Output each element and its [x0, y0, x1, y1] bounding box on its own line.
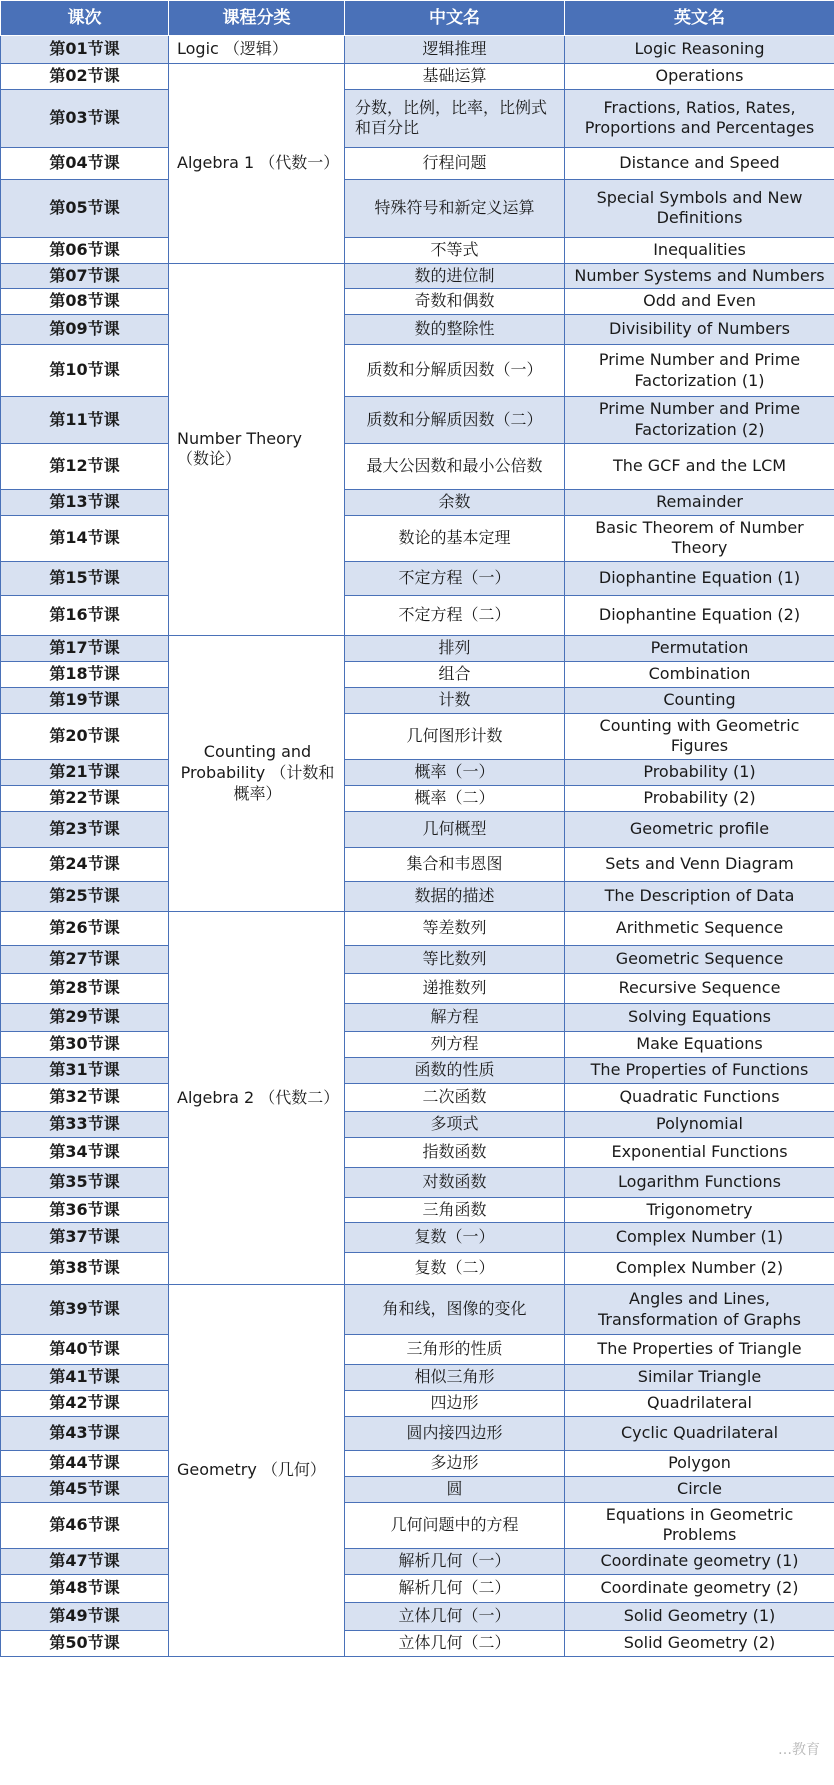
lesson-cell: 第28节课	[1, 973, 169, 1003]
table-row	[1, 945, 834, 973]
english-name-cell: The Description of Data	[565, 881, 834, 911]
lesson-cell: 第50节课	[1, 1631, 169, 1657]
english-name-cell: Quadratic Functions	[565, 1083, 834, 1111]
chinese-name-cell: 等差数列	[345, 911, 565, 945]
chinese-name-cell: 数据的描述	[345, 881, 565, 911]
lesson-cell: 第44节课	[1, 1450, 169, 1476]
table-row	[1, 562, 834, 596]
lesson-cell: 第11节课	[1, 397, 169, 444]
table-row	[1, 147, 834, 179]
lesson-cell: 第36节课	[1, 1197, 169, 1223]
table-row	[1, 1450, 834, 1476]
table-row	[1, 1253, 834, 1285]
header-chinese-name: 中文名	[345, 1, 565, 36]
english-name-cell: Complex Number (1)	[565, 1223, 834, 1253]
chinese-name-cell: 立体几何（一）	[345, 1603, 565, 1631]
chinese-name-cell: 递推数列	[345, 973, 565, 1003]
chinese-name-cell: 组合	[345, 661, 565, 687]
lesson-cell: 第31节课	[1, 1057, 169, 1083]
lesson-cell: 第12节课	[1, 443, 169, 489]
table-row	[1, 661, 834, 687]
chinese-name-cell: 奇数和偶数	[345, 289, 565, 315]
lesson-cell: 第26节课	[1, 911, 169, 945]
table-row	[1, 760, 834, 786]
table-body	[1, 36, 834, 1657]
lesson-cell: 第42节课	[1, 1391, 169, 1417]
chinese-name-cell: 复数（二）	[345, 1253, 565, 1285]
table-row	[1, 1416, 834, 1450]
chinese-name-cell: 不定方程（二）	[345, 596, 565, 636]
english-name-cell: Solid Geometry (2)	[565, 1631, 834, 1657]
english-name-cell: Coordinate geometry (2)	[565, 1575, 834, 1603]
english-name-cell: Prime Number and Prime Factorization (2)	[565, 397, 834, 444]
chinese-name-cell: 数的进位制	[345, 263, 565, 289]
lesson-cell: 第43节课	[1, 1416, 169, 1450]
chinese-name-cell: 质数和分解质因数（一）	[345, 345, 565, 397]
table-row	[1, 1631, 834, 1657]
english-name-cell: Divisibility of Numbers	[565, 315, 834, 345]
lesson-cell: 第35节课	[1, 1167, 169, 1197]
table-row	[1, 911, 834, 945]
table-row	[1, 397, 834, 444]
english-name-cell: Solid Geometry (1)	[565, 1603, 834, 1631]
lesson-cell: 第14节课	[1, 515, 169, 562]
english-name-cell: The GCF and the LCM	[565, 443, 834, 489]
table-row	[1, 1285, 834, 1335]
lesson-cell: 第19节课	[1, 687, 169, 713]
chinese-name-cell: 几何图形计数	[345, 713, 565, 760]
lesson-cell: 第45节课	[1, 1476, 169, 1502]
table-row	[1, 785, 834, 811]
chinese-name-cell: 圆内接四边形	[345, 1416, 565, 1450]
english-name-cell: Coordinate geometry (1)	[565, 1549, 834, 1575]
chinese-name-cell: 分数，比例，比率，比例式和百分比	[345, 89, 565, 147]
lesson-cell: 第05节课	[1, 179, 169, 237]
english-name-cell: Basic Theorem of Number Theory	[565, 515, 834, 562]
table-row	[1, 179, 834, 237]
lesson-cell: 第13节课	[1, 489, 169, 515]
chinese-name-cell: 余数	[345, 489, 565, 515]
lesson-cell: 第46节课	[1, 1502, 169, 1549]
table-row	[1, 489, 834, 515]
english-name-cell: Sets and Venn Diagram	[565, 847, 834, 881]
watermark: …教育	[778, 1742, 820, 1758]
english-name-cell: Diophantine Equation (1)	[565, 562, 834, 596]
header-lesson: 课次	[1, 1, 169, 36]
english-name-cell: Diophantine Equation (2)	[565, 596, 834, 636]
lesson-cell: 第29节课	[1, 1003, 169, 1031]
english-name-cell: Special Symbols and New Definitions	[565, 179, 834, 237]
english-name-cell: Quadrilateral	[565, 1391, 834, 1417]
lesson-cell: 第07节课	[1, 263, 169, 289]
english-name-cell: Equations in Geometric Problems	[565, 1502, 834, 1549]
table-row	[1, 36, 834, 64]
table-row	[1, 289, 834, 315]
table-row	[1, 636, 834, 662]
english-name-cell: Make Equations	[565, 1031, 834, 1057]
english-name-cell: Prime Number and Prime Factorization (1)	[565, 345, 834, 397]
english-name-cell: Cyclic Quadrilateral	[565, 1416, 834, 1450]
chinese-name-cell: 对数函数	[345, 1167, 565, 1197]
english-name-cell: Recursive Sequence	[565, 973, 834, 1003]
table-row	[1, 713, 834, 760]
lesson-cell: 第34节课	[1, 1137, 169, 1167]
lesson-cell: 第38节课	[1, 1253, 169, 1285]
table-row	[1, 1502, 834, 1549]
category-cell: Geometry （几何）	[169, 1285, 345, 1657]
english-name-cell: Exponential Functions	[565, 1137, 834, 1167]
table-row	[1, 1549, 834, 1575]
english-name-cell: Permutation	[565, 636, 834, 662]
chinese-name-cell: 指数函数	[345, 1137, 565, 1167]
category-cell: Number Theory （数论）	[169, 263, 345, 636]
chinese-name-cell: 最大公因数和最小公倍数	[345, 443, 565, 489]
table-row	[1, 64, 834, 90]
table-row	[1, 881, 834, 911]
english-name-cell: Number Systems and Numbers	[565, 263, 834, 289]
chinese-name-cell: 基础运算	[345, 64, 565, 90]
lesson-cell: 第37节课	[1, 1223, 169, 1253]
header-category: 课程分类	[169, 1, 345, 36]
chinese-name-cell: 解析几何（二）	[345, 1575, 565, 1603]
table-row	[1, 345, 834, 397]
english-name-cell: Polynomial	[565, 1111, 834, 1137]
chinese-name-cell: 四边形	[345, 1391, 565, 1417]
table-row	[1, 89, 834, 147]
lesson-cell: 第47节课	[1, 1549, 169, 1575]
chinese-name-cell: 几何问题中的方程	[345, 1502, 565, 1549]
table-row	[1, 1031, 834, 1057]
table-row	[1, 1197, 834, 1223]
english-name-cell: Counting with Geometric Figures	[565, 713, 834, 760]
english-name-cell: Solving Equations	[565, 1003, 834, 1031]
table-row	[1, 1476, 834, 1502]
english-name-cell: The Properties of Triangle	[565, 1335, 834, 1365]
table-row	[1, 847, 834, 881]
english-name-cell: Odd and Even	[565, 289, 834, 315]
chinese-name-cell: 数论的基本定理	[345, 515, 565, 562]
lesson-cell: 第33节课	[1, 1111, 169, 1137]
chinese-name-cell: 相似三角形	[345, 1365, 565, 1391]
table-row	[1, 1003, 834, 1031]
table-row	[1, 1057, 834, 1083]
english-name-cell: Geometric Sequence	[565, 945, 834, 973]
chinese-name-cell: 三角形的性质	[345, 1335, 565, 1365]
table-row	[1, 1137, 834, 1167]
english-name-cell: Complex Number (2)	[565, 1253, 834, 1285]
lesson-cell: 第16节课	[1, 596, 169, 636]
table-row	[1, 1603, 834, 1631]
lesson-cell: 第03节课	[1, 89, 169, 147]
table-row	[1, 1335, 834, 1365]
lesson-cell: 第10节课	[1, 345, 169, 397]
chinese-name-cell: 不等式	[345, 237, 565, 263]
english-name-cell: Counting	[565, 687, 834, 713]
lesson-cell: 第17节课	[1, 636, 169, 662]
chinese-name-cell: 排列	[345, 636, 565, 662]
english-name-cell: Polygon	[565, 1450, 834, 1476]
english-name-cell: Fractions, Ratios, Rates, Proportions and Percentages	[565, 89, 834, 147]
table-row	[1, 1167, 834, 1197]
chinese-name-cell: 函数的性质	[345, 1057, 565, 1083]
english-name-cell: Remainder	[565, 489, 834, 515]
table-row	[1, 1111, 834, 1137]
table-row	[1, 1365, 834, 1391]
chinese-name-cell: 二次函数	[345, 1083, 565, 1111]
chinese-name-cell: 解析几何（一）	[345, 1549, 565, 1575]
table-row	[1, 596, 834, 636]
english-name-cell: Probability (2)	[565, 785, 834, 811]
category-cell: Algebra 2 （代数二）	[169, 911, 345, 1285]
chinese-name-cell: 解方程	[345, 1003, 565, 1031]
chinese-name-cell: 行程问题	[345, 147, 565, 179]
chinese-name-cell: 列方程	[345, 1031, 565, 1057]
chinese-name-cell: 圆	[345, 1476, 565, 1502]
chinese-name-cell: 质数和分解质因数（二）	[345, 397, 565, 444]
lesson-cell: 第22节课	[1, 785, 169, 811]
chinese-name-cell: 等比数列	[345, 945, 565, 973]
category-cell: Algebra 1 （代数一）	[169, 64, 345, 264]
chinese-name-cell: 复数（一）	[345, 1223, 565, 1253]
table-row	[1, 263, 834, 289]
lesson-cell: 第21节课	[1, 760, 169, 786]
lesson-cell: 第04节课	[1, 147, 169, 179]
table-row	[1, 1575, 834, 1603]
table-row	[1, 1083, 834, 1111]
lesson-cell: 第06节课	[1, 237, 169, 263]
english-name-cell: Distance and Speed	[565, 147, 834, 179]
lesson-cell: 第18节课	[1, 661, 169, 687]
english-name-cell: Circle	[565, 1476, 834, 1502]
chinese-name-cell: 多项式	[345, 1111, 565, 1137]
chinese-name-cell: 几何概型	[345, 811, 565, 847]
chinese-name-cell: 多边形	[345, 1450, 565, 1476]
chinese-name-cell: 逻辑推理	[345, 36, 565, 64]
lesson-cell: 第32节课	[1, 1083, 169, 1111]
lesson-cell: 第39节课	[1, 1285, 169, 1335]
lesson-cell: 第23节课	[1, 811, 169, 847]
english-name-cell: Logic Reasoning	[565, 36, 834, 64]
lesson-cell: 第24节课	[1, 847, 169, 881]
table-row	[1, 1391, 834, 1417]
header-row	[1, 1, 834, 36]
english-name-cell: Similar Triangle	[565, 1365, 834, 1391]
table-row	[1, 811, 834, 847]
chinese-name-cell: 三角函数	[345, 1197, 565, 1223]
english-name-cell: Logarithm Functions	[565, 1167, 834, 1197]
table-row	[1, 973, 834, 1003]
lesson-cell: 第01节课	[1, 36, 169, 64]
lesson-cell: 第09节课	[1, 315, 169, 345]
lesson-cell: 第49节课	[1, 1603, 169, 1631]
chinese-name-cell: 概率（二）	[345, 785, 565, 811]
chinese-name-cell: 特殊符号和新定义运算	[345, 179, 565, 237]
table-row	[1, 237, 834, 263]
chinese-name-cell: 立体几何（二）	[345, 1631, 565, 1657]
category-cell: Counting and Probability （计数和概率）	[169, 636, 345, 912]
table-row	[1, 515, 834, 562]
lesson-cell: 第40节课	[1, 1335, 169, 1365]
lesson-cell: 第20节课	[1, 713, 169, 760]
chinese-name-cell: 集合和韦恩图	[345, 847, 565, 881]
english-name-cell: Combination	[565, 661, 834, 687]
chinese-name-cell: 计数	[345, 687, 565, 713]
english-name-cell: The Properties of Functions	[565, 1057, 834, 1083]
lesson-cell: 第02节课	[1, 64, 169, 90]
table-row	[1, 687, 834, 713]
header-english-name: 英文名	[565, 1, 834, 36]
chinese-name-cell: 不定方程（一）	[345, 562, 565, 596]
english-name-cell: Inequalities	[565, 237, 834, 263]
lesson-cell: 第08节课	[1, 289, 169, 315]
lesson-cell: 第48节课	[1, 1575, 169, 1603]
chinese-name-cell: 数的整除性	[345, 315, 565, 345]
chinese-name-cell: 角和线，图像的变化	[345, 1285, 565, 1335]
lesson-cell: 第41节课	[1, 1365, 169, 1391]
english-name-cell: Angles and Lines, Transformation of Graphs	[565, 1285, 834, 1335]
table-row	[1, 315, 834, 345]
table-row	[1, 1223, 834, 1253]
english-name-cell: Geometric profile	[565, 811, 834, 847]
english-name-cell: Probability (1)	[565, 760, 834, 786]
chinese-name-cell: 概率（一）	[345, 760, 565, 786]
english-name-cell: Trigonometry	[565, 1197, 834, 1223]
lesson-cell: 第15节课	[1, 562, 169, 596]
lesson-cell: 第27节课	[1, 945, 169, 973]
english-name-cell: Arithmetic Sequence	[565, 911, 834, 945]
table-row	[1, 443, 834, 489]
lesson-cell: 第30节课	[1, 1031, 169, 1057]
category-cell: Logic （逻辑）	[169, 36, 345, 64]
english-name-cell: Operations	[565, 64, 834, 90]
lesson-cell: 第25节课	[1, 881, 169, 911]
